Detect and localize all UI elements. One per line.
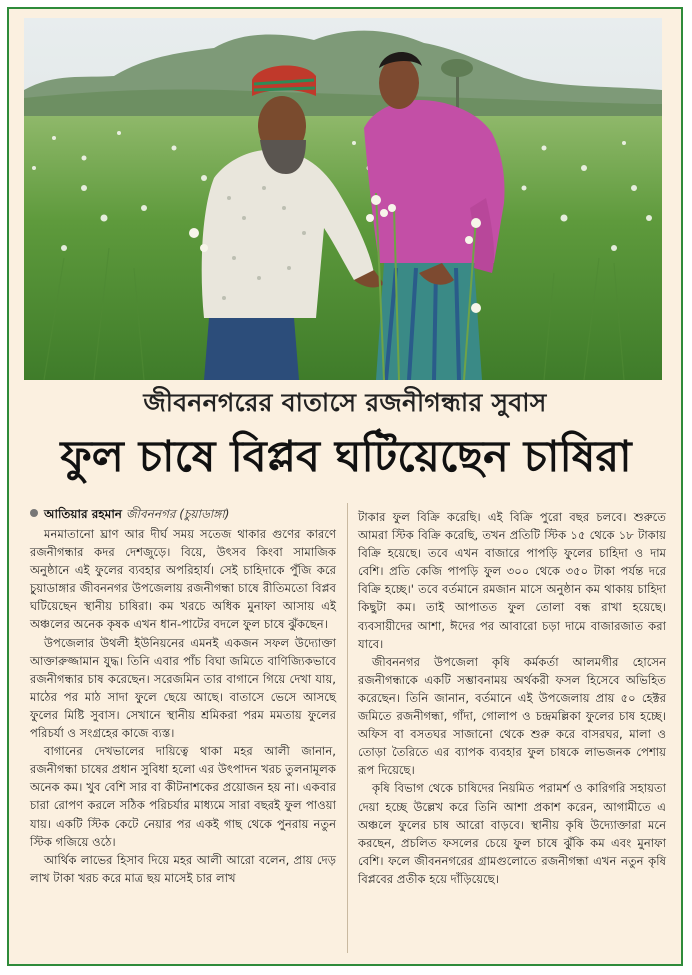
paragraph: উপজেলার উথলী ইউনিয়নের এমনই একজন সফল উদ্যোক্তা আক্তারুজ্জামান যুদ্ধ। তিনি এবার পাঁচ বিঘা জমিতে বাণিজ্যিকভাবে রজনীগন্ধার চাষ করেছেন। সরেজমিন তার বাগানে গিয়ে দেখা যায়, মাঠের পর মাঠ সাদা ফুলে ছেয়ে আছে। বাতাসে ভেসে আসছে ফুলের মিষ্টি সুবাস। সেখানে স্থানীয় শ্রমিকরা পরম মমতায় ফুলের পরিচর্যা ও সংগ্রহের কাজে ব্যস্ত। [30,635,336,741]
bullet-icon [30,509,38,517]
dateline: জীবননগর (চুয়াডাঙ্গা) [125,507,230,521]
paragraph: মনমাতানো ঘ্রাণ আর দীর্ঘ সময় সতেজ থাকার গুণের কারণে রজনীগন্ধার কদর দেশজুড়ে। বিয়ে, উৎসব কিংবা সামাজিক অনুষ্ঠানে এই ফুলের ব্যবহার অপরিহার্য। সেই চাহিদাকে পুঁজি করে চুয়াডাঙ্গার জীবননগর উপজেলায় রজনীগন্ধা চাষে রীতিমতো বিপ্লব ঘটিয়েছেন স্থানীয় চাষিরা। কম খরচে অধিক মুনাফা আসায় এই অঞ্চলের অনেক কৃষক এখন ধান-পাটের বদলে ফুল চাষে ঝুঁকছেন। [30,527,336,632]
article-headline: ফুল চাষে বিপ্লব ঘটিয়েছেন চাষিরা [60,432,632,482]
author-name: আতিয়ার রহমান [44,507,122,521]
article-photo [24,18,662,380]
article-column-1 [30,525,336,887]
column-divider [347,503,348,953]
paragraph: টাকার ফুল বিক্রি করেছি। এই বিক্রি পুরো বছর চলবে। শুরুতে আমরা স্টিক বিক্রি করেছি, তখন প্রতিটি স্টিক ১৫ থেকে ১৮ টাকায় বিক্রি হয়েছে। তবে এখন বাজারে পাপড়ি ফুলের চাহিদা ও দাম বেশি। প্রতি কেজি পাপড়ি ফুল ৩০০ থেকে ৩৫০ টাকা পর্যন্ত দরে বিক্রি হচ্ছে।' তবে বর্তমানে রমজান মাসে অনুষ্ঠান কম থাকায় চাহিদা কিছুটা কম। তাই আপাতত ফুল তোলা বন্ধ রাখা হয়েছে। ব্যবসায়ীদের আশা, ঈদের পর আবারো চড়া দামে বাজারজাত করা যাবে। [358,510,666,651]
paragraph: জীবননগর উপজেলা কৃষি কর্মকর্তা আলমগীর হোসেন রজনীগন্ধাকে একটি সম্ভাবনাময় অর্থকরী ফসল হিসেবে অভিহিত করেছেন। তিনি জানান, বর্তমানে এই উপজেলায় প্রায় ৫০ হেক্টর জমিতে রজনীগন্ধা, গাঁদা, গোলাপ ও চন্দ্রমল্লিকা ফুলের চাষ হচ্ছে। অফিস বা বসতঘর সাজানো থেকে শুরু করে বাসরঘর, মালা ও তোড়া তৈরিতে এর ব্যাপক ব্যবহার ফুল চাষকে লাভজনক পেশায় রূপ দিয়েছে। [358,654,666,778]
byline [30,505,350,523]
article-column-2 [358,508,666,888]
paragraph: কৃষি বিভাগ থেকে চাষিদের নিয়মিত পরামর্শ ও কারিগরি সহায়তা দেয়া হচ্ছে উল্লেখ করে তিনি আশা প্রকাশ করেন, আগামীতে এ অঞ্চলে ফুলের চাষ আরো বাড়বে। স্থানীয় কৃষি উদ্যোক্তারা মনে করছেন, প্রচলিত ফসলের চেয়ে ফুল চাষে ঝুঁকি কম এবং মুনাফা বেশি। ফলে জীবননগরের গ্রামগুলোতে রজনীগন্ধা এখন নতুন কৃষি বিপ্লবের প্রতীক হয়ে দাঁড়িয়েছে। [358,781,666,886]
paragraph: আর্থিক লাভের হিসাব দিয়ে মহর আলী আরো বলেন, প্রায় দেড় লাখ টাকা খরচ করে মাত্র ছয় মাসেই চার লাখ [30,852,336,885]
article-kicker: জীবননগরের বাতাসে রজনীগন্ধার সুবাস [143,388,547,417]
paragraph: বাগানের দেখভালের দায়িত্বে থাকা মহর আলী জানান, রজনীগন্ধা চাষের প্রধান সুবিধা হলো এর উৎপাদন খরচ তুলনামূলক অনেক কম। খুব বেশি সার বা কীটনাশকের প্রয়োজন হয় না। একবার চারা রোপণ করলে সঠিক পরিচর্যার মাধ্যমে সারা বছরই ফুল পাওয়া যায়। একটি স্টিক কেটে নেয়ার পর একই গাছ থেকে পুনরায় নতুন স্টিক গজিয়ে ওঠে। [30,744,336,849]
